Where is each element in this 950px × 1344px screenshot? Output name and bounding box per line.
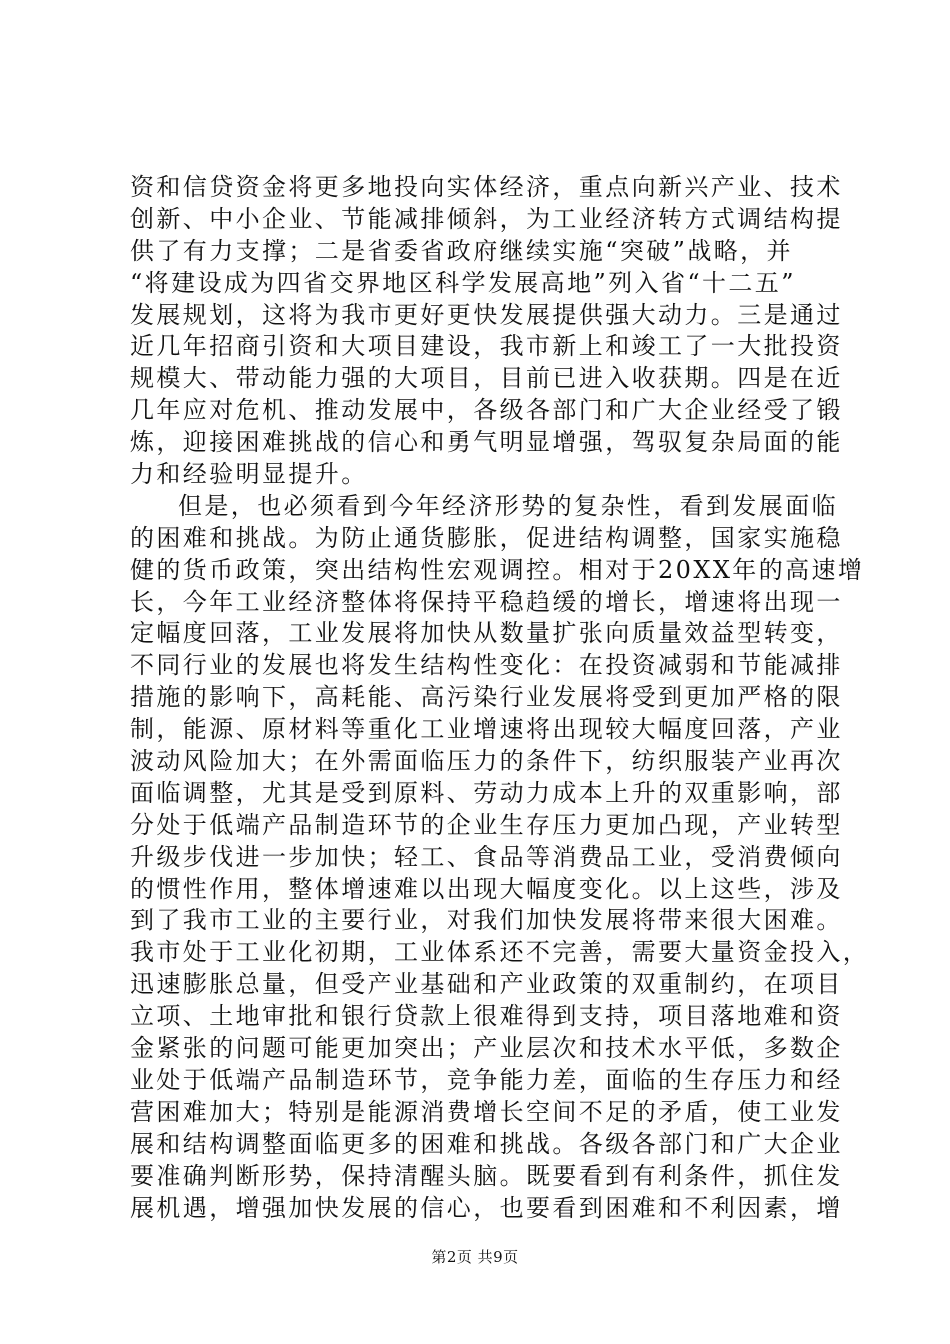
text-line: 升级步伐进一步加快；轻工、食品等消费品工业，受消费倾向 (130, 842, 843, 871)
text-line: 健的货币政策，突出结构性宏观调控。相对于20XX年的高速增 (130, 555, 865, 584)
text-line: 创新、中小企业、节能减排倾斜，为工业经济转方式调结构提 (130, 204, 843, 233)
text-line: 发展规划，这将为我市更好更快发展提供强大动力。三是通过 (130, 300, 843, 329)
text-line: 不同行业的发展也将发生结构性变化：在投资减弱和节能减排 (130, 651, 843, 680)
text-line: 近几年招商引资和大项目建设，我市新上和竣工了一大批投资 (130, 332, 843, 361)
text-line: 资和信贷资金将更多地投向实体经济，重点向新兴产业、技术 (130, 173, 843, 201)
text-line: 力和经验明显提升。 (130, 460, 368, 489)
text-line: 制，能源、原材料等重化工业增速将出现较大幅度回落，产业 (130, 715, 843, 744)
text-line: “将建设成为四省交界地区科学发展高地”列入省“十二五” (130, 268, 796, 297)
text-line: 面临调整，尤其是受到原料、劳动力成本上升的双重影响，部 (130, 778, 843, 807)
text-line: 但是，也必须看到今年经济形势的复杂性，看到发展面临 (178, 491, 838, 520)
text-line: 定幅度回落，工业发展将加快从数量扩张向质量效益型转变， (130, 619, 843, 648)
text-line: 的惯性作用，整体增速难以出现大幅度变化。以上这些，涉及 (130, 874, 843, 903)
text-line: 迅速膨胀总量，但受产业基础和产业政策的双重制约，在项目 (130, 970, 843, 999)
text-line: 分处于低端产品制造环节的企业生存压力更加凸现，产业转型 (130, 810, 843, 839)
text-line: 立项、土地审批和银行贷款上很难得到支持，项目落地难和资 (130, 1002, 843, 1031)
text-line: 几年应对危机、推动发展中，各级各部门和广大企业经受了锻 (130, 396, 843, 425)
page-number-footer: 第2页 共9页 (431, 1248, 519, 1266)
text-line: 我市处于工业化初期，工业体系还不完善，需要大量资金投入， (130, 938, 870, 967)
text-line: 展机遇，增强加快发展的信心，也要看到困难和不利因素，增 (130, 1193, 843, 1222)
text-line: 展和结构调整面临更多的困难和挑战。各级各部门和广大企业 (130, 1129, 843, 1158)
text-line: 金紧张的问题可能更加突出；产业层次和技术水平低，多数企 (130, 1034, 843, 1063)
paragraph-2 (130, 491, 870, 1224)
text-line: 业处于低端产品制造环节，竞争能力差，面临的生存压力和经 (130, 1065, 843, 1094)
paragraph-1 (130, 172, 843, 491)
text-line: 要准确判断形势，保持清醒头脑。既要看到有利条件，抓住发 (130, 1161, 843, 1190)
text-line: 波动风险加大；在外需面临压力的条件下，纺织服装产业再次 (130, 747, 843, 776)
text-line: 供了有力支撑；二是省委省政府继续实施“突破”战略，并 (130, 236, 793, 265)
text-line: 的困难和挑战。为防止通货膨胀，促进结构调整，国家实施稳 (130, 523, 843, 552)
text-line: 到了我市工业的主要行业，对我们加快发展将带来很大困难。 (130, 906, 843, 935)
document-body (130, 172, 870, 1224)
text-line: 规模大、带动能力强的大项目，目前已进入收获期。四是在近 (130, 364, 843, 393)
text-line: 措施的影响下，高耗能、高污染行业发展将受到更加严格的限 (130, 683, 843, 712)
text-line: 营困难加大；特别是能源消费增长空间不足的矛盾，使工业发 (130, 1097, 843, 1126)
text-line: 长，今年工业经济整体将保持平稳趋缓的增长，增速将出现一 (130, 587, 843, 616)
text-line: 炼，迎接困难挑战的信心和勇气明显增强，驾驭复杂局面的能 (130, 428, 843, 457)
